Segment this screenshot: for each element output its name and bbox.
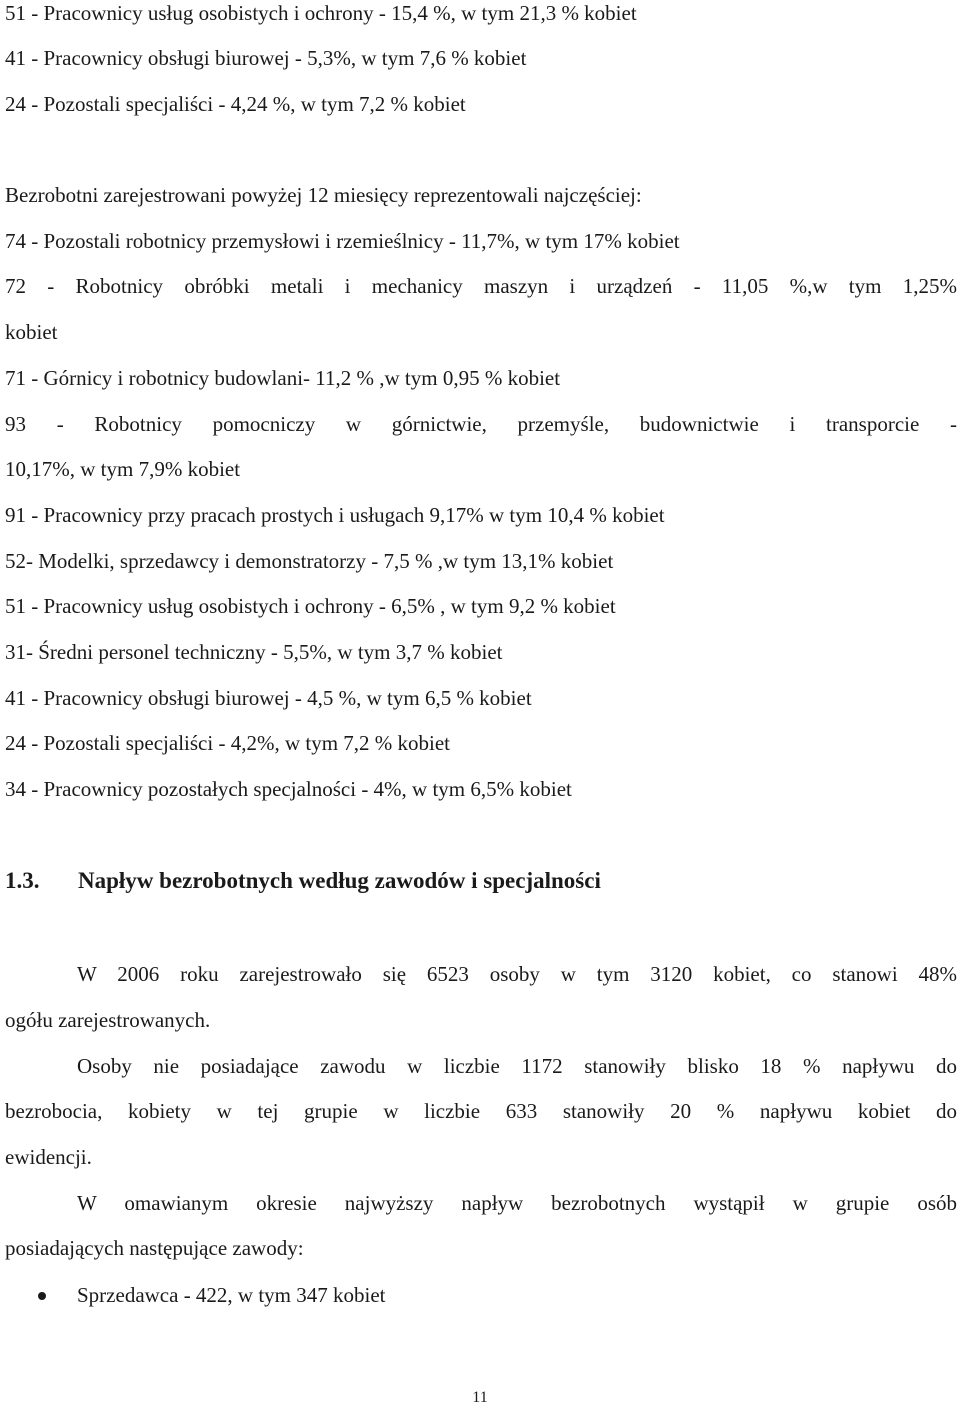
section-title: Napływ bezrobotnych według zawodów i specjalności — [78, 868, 601, 893]
paragraph-line: posiadających następujące zawody: — [5, 1236, 304, 1260]
list-item: 24 - Pozostali specjaliści - 4,24 %, w tym 7,2 % kobiet — [5, 92, 466, 116]
list-item: 51 - Pracownicy usług osobistych i ochrony - 6,5% , w tym 9,2 % kobiet — [5, 594, 616, 618]
list-item: 24 - Pozostali specjaliści - 4,2%, w tym 7,2 % kobiet — [5, 731, 451, 755]
long-term-intro: Bezrobotni zarejestrowani powyżej 12 miesięcy reprezentowali najczęściej: — [5, 183, 642, 207]
list-item: 31- Średni personel techniczny - 5,5%, w tym 3,7 % kobiet — [5, 640, 503, 664]
list-item: 41 - Pracownicy obsługi biurowej - 5,3%, w tym 7,6 % kobiet — [5, 46, 527, 70]
paragraph-line: bezrobocia, kobiety w tej grupie w liczbie 633 stanowiły 20 % napływu kobiet do — [5, 1099, 957, 1123]
list-item: 51 - Pracownicy usług osobistych i ochrony - 15,4 %, w tym 21,3 % kobiet — [5, 1, 637, 25]
paragraph-line: W omawianym okresie najwyższy napływ bezrobotnych wystąpił w grupie osób — [77, 1191, 957, 1215]
list-item: 93 - Robotnicy pomocniczy w górnictwie, przemyśle, budownictwie i transporcie - — [5, 412, 957, 436]
paragraph-line: ewidencji. — [5, 1145, 92, 1169]
list-item: 71 - Górnicy i robotnicy budowlani- 11,2 % ,w tym 0,95 % kobiet — [5, 366, 561, 390]
section-heading — [5, 866, 601, 896]
list-item: 34 - Pracownicy pozostałych specjalności - 4%, w tym 6,5% kobiet — [5, 777, 572, 801]
paragraph-line: Osoby nie posiadające zawodu w liczbie 1172 stanowiły blisko 18 % napływu do — [77, 1054, 957, 1078]
paragraph-line: ogółu zarejestrowanych. — [5, 1008, 211, 1032]
list-item-continuation: kobiet — [5, 320, 58, 344]
bullet-text: Sprzedawca - 422, w tym 347 kobiet — [77, 1283, 386, 1307]
page-number: 11 — [472, 1389, 488, 1406]
list-item: 41 - Pracownicy obsługi biurowej - 4,5 %, w tym 6,5 % kobiet — [5, 686, 532, 710]
section-number: 1.3. — [5, 868, 40, 893]
bullet-icon — [38, 1292, 46, 1300]
paragraph-line: W 2006 roku zarejestrowało się 6523 osoby w tym 3120 kobiet, co stanowi 48% — [77, 962, 957, 986]
list-item: 91 - Pracownicy przy pracach prostych i usługach 9,17% w tym 10,4 % kobiet — [5, 503, 665, 527]
list-item-continuation: 10,17%, w tym 7,9% kobiet — [5, 457, 241, 481]
list-item: 72 - Robotnicy obróbki metali i mechanicy maszyn i urządzeń - 11,05 %,w tym 1,25% — [5, 274, 957, 298]
list-item: 74 - Pozostali robotnicy przemysłowi i rzemieślnicy - 11,7%, w tym 17% kobiet — [5, 229, 680, 253]
list-item: 52- Modelki, sprzedawcy i demonstratorzy - 7,5 % ,w tym 13,1% kobiet — [5, 549, 614, 573]
